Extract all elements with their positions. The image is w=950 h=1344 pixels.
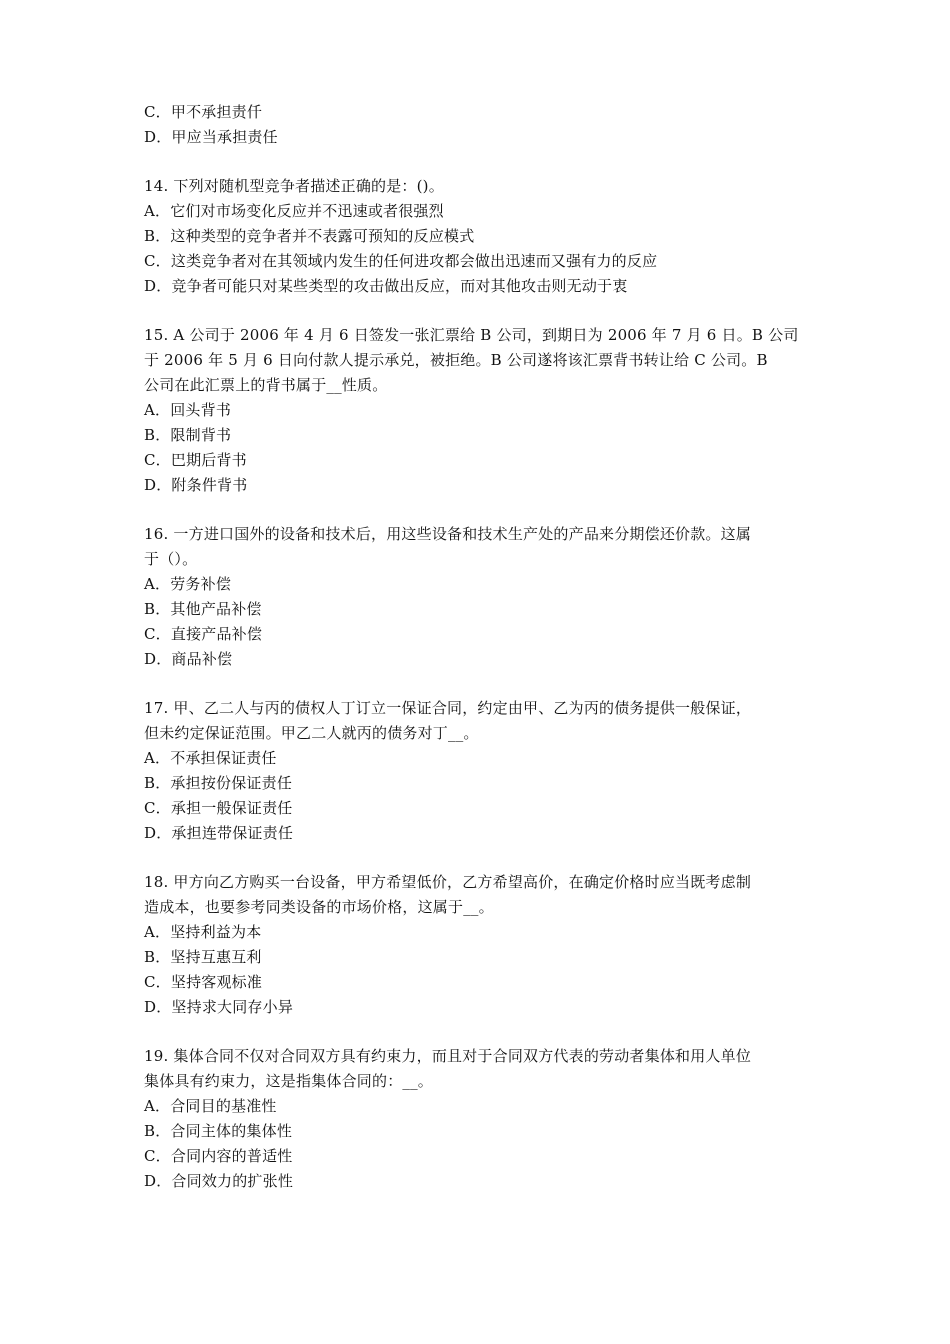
question-stem: 于（）。: [144, 550, 198, 568]
question-18: [144, 870, 824, 1020]
option-a: A．坚持利益为本: [144, 923, 262, 941]
option-d: D．竞争者可能只对某些类型的攻击做出反应，而对其他攻击则无动于衷: [144, 277, 628, 295]
option-a: A．回头背书: [144, 401, 232, 419]
option-a: A．合同目的基准性: [144, 1097, 277, 1115]
document-page: [144, 100, 824, 1194]
option-d: D．附条件背书: [144, 476, 248, 494]
option-a: A．劳务补偿: [144, 575, 232, 593]
option-d: D．合同效力的扩张性: [144, 1172, 294, 1190]
question-16: [144, 522, 824, 672]
question-13-continued: [144, 100, 824, 150]
question-stem: 17. 甲、乙二人与丙的债权人丁订立一保证合同，约定由甲、乙为丙的债务提供一般保证，: [144, 699, 752, 717]
option-c: C．这类竞争者对在其领域内发生的任何进攻都会做出迅速而又强有力的反应: [144, 252, 658, 270]
option-b: B．坚持互惠互利: [144, 948, 262, 966]
question-stem: 但未约定保证范围。甲乙二人就丙的债务对丁__。: [144, 724, 479, 742]
question-stem: 公司在此汇票上的背书属于__性质。: [144, 376, 388, 394]
option-c: C．巴期后背书: [144, 451, 247, 469]
option-b: B．这种类型的竞争者并不表露可预知的反应模式: [144, 227, 475, 245]
question-stem: 15. A 公司于 2006 年 4 月 6 日签发一张汇票给 B 公司，到期日为 2006 年 7 月 6 日。B 公司: [144, 326, 799, 344]
option-d: D．甲应当承担责任: [144, 128, 278, 146]
question-14: [144, 174, 824, 299]
question-stem: 集体具有约束力，这是指集体合同的：__。: [144, 1072, 434, 1090]
question-stem: 18. 甲方向乙方购买一台设备，甲方希望低价，乙方希望高价，在确定价格时应当既考虑制: [144, 873, 752, 891]
question-17: [144, 696, 824, 846]
option-c: C．甲不承担责仟: [144, 103, 263, 121]
question-stem: 19. 集体合同不仅对合同双方具有约束力，而且对于合同双方代表的劳动者集体和用人单位: [144, 1047, 752, 1065]
question-stem: 16. 一方进口国外的设备和技术后，用这些设备和技术生产处的产品来分期偿还价款。这属: [144, 525, 752, 543]
option-c: C．承担一般保证责任: [144, 799, 293, 817]
option-d: D．承担连带保证责任: [144, 824, 294, 842]
option-c: C．直接产品补偿: [144, 625, 263, 643]
option-c: C．合同内容的普适性: [144, 1147, 293, 1165]
option-b: B．其他产品补偿: [144, 600, 262, 618]
question-stem: 14. 下列对随机型竞争者描述正确的是：()。: [144, 177, 444, 195]
option-c: C．坚持客观标准: [144, 973, 263, 991]
option-a: A．它们对市场变化反应并不迅速或者很强烈: [144, 202, 444, 220]
option-a: A．不承担保证责任: [144, 749, 277, 767]
option-d: D．坚持求大同存小异: [144, 998, 294, 1016]
option-b: B．合同主体的集体性: [144, 1122, 293, 1140]
question-stem: 造成本，也要参考同类设备的市场价格，这属于__。: [144, 898, 494, 916]
question-15: [144, 323, 824, 498]
question-stem: 于 2006 年 5 月 6 日向付款人提示承兑，被拒绝。B 公司遂将该汇票背书转让给 C 公司。B: [144, 351, 768, 369]
option-d: D．商品补偿: [144, 650, 233, 668]
option-b: B．限制背书: [144, 426, 232, 444]
question-19: [144, 1044, 824, 1194]
option-b: B．承担按份保证责任: [144, 774, 293, 792]
